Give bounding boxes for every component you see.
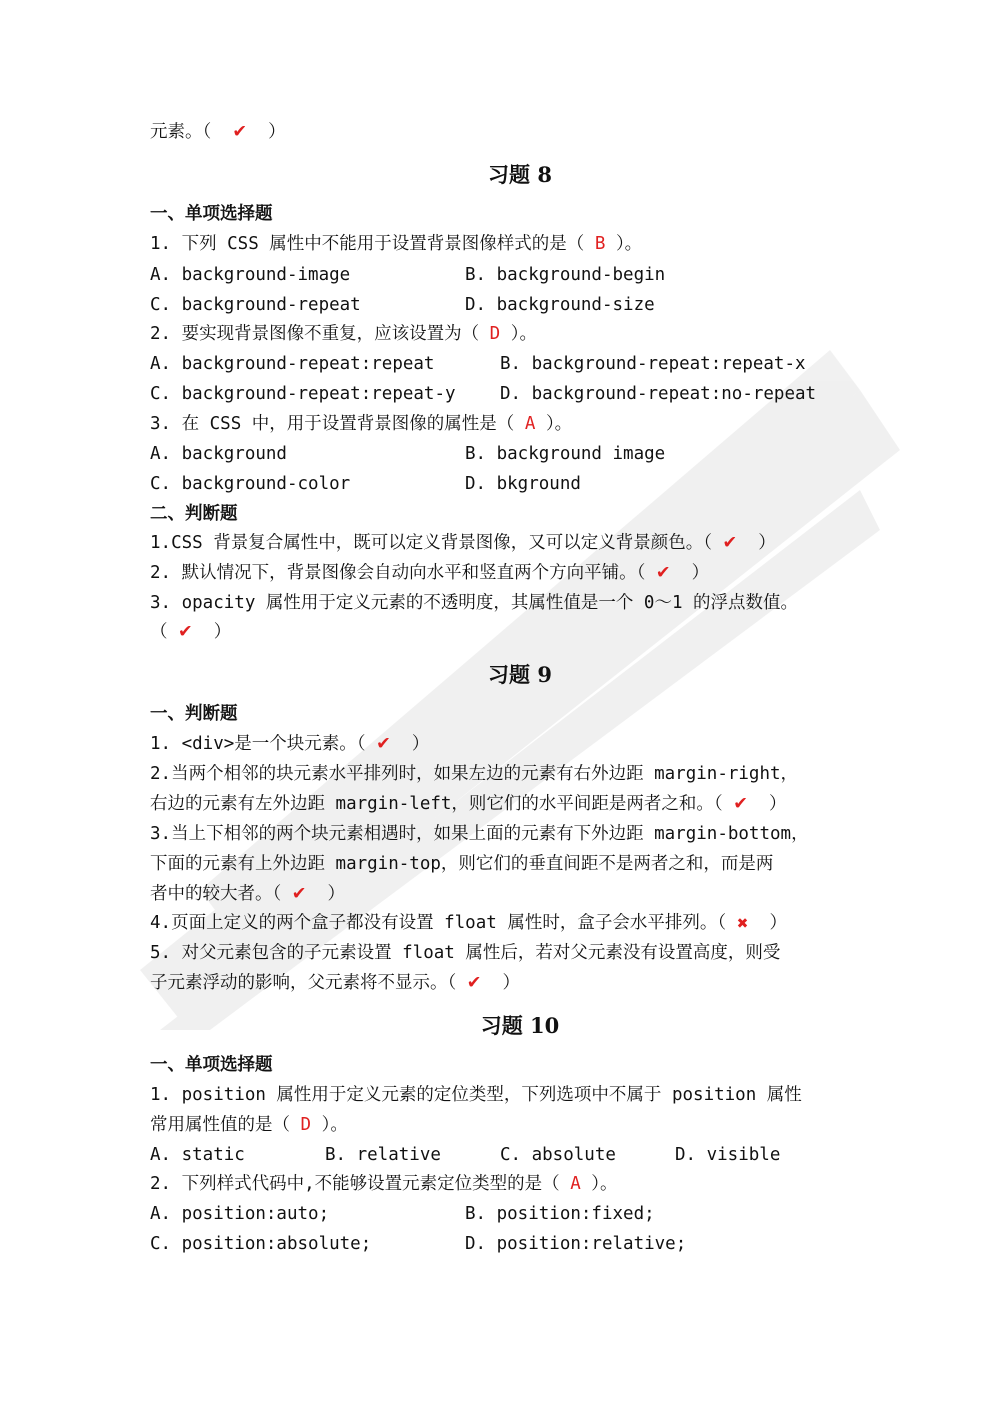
s10-q1-option-d: D. visible [675,1145,781,1165]
check-mark-icon: ✔ [722,533,738,553]
s9-j1: 1. <div>是一个块元素。（ ✔ ） [150,734,430,754]
check-mark-icon: ✔ [291,884,307,904]
s8-q1-option-c: C. background-repeat [150,295,361,315]
section-title-8: 习题 8 [488,162,552,187]
s9-j2-line2: 右边的元素有左外边距 margin-left，则它们的水平间距是两者之和。（ ✔ ） [150,794,787,814]
s10-q1-option-c: C. absolute [500,1145,616,1165]
s8-judge-heading: 二、判断题 [150,504,238,524]
s8-q3-option-b: B. background image [465,444,666,464]
section-title-9: 习题 9 [488,662,552,687]
s9-j3-line3: 者中的较大者。（ ✔ ） [150,884,346,904]
check-mark-icon: ✔ [232,122,247,142]
s10-single-choice-heading: 一、单项选择题 [150,1055,273,1075]
s9-judge-heading: 一、判断题 [150,704,238,724]
s8-q3-option-a: A. background [150,444,287,464]
s8-q2-option-a: A. background-repeat:repeat [150,354,435,374]
s10-q1-option-a: A. static [150,1145,245,1165]
s10-q1-line2: 常用属性值的是（ D ）。 [150,1115,348,1135]
s10-q2-option-b: B. position:fixed; [465,1204,655,1224]
check-mark-icon: ✔ [733,794,748,814]
s10-q2-option-d: D. position:relative; [465,1234,687,1254]
check-mark-icon: ✔ [655,563,671,583]
s8-single-choice-heading: 一、单项选择题 [150,204,273,224]
s10-q1-option-b: B. relative [325,1145,441,1165]
s9-j5-line2: 子元素浮动的影响，父元素将不显示。（ ✔ ） [150,973,521,993]
check-mark-icon: ✔ [466,973,482,993]
s9-j2-line1: 2.当两个相邻的块元素水平排列时，如果左边的元素有右外边距 margin-right， [150,764,799,784]
section-title-10: 习题 10 [480,1013,560,1038]
s8-j3: 3. opacity 属性用于定义元素的不透明度，其属性值是一个 0～1 的浮点数值。 [150,593,799,613]
s10-q2-answer: A [570,1174,581,1194]
check-mark-icon: ✔ [178,622,193,642]
s8-j2: 2. 默认情况下，背景图像会自动向水平和竖直两个方向平铺。（ ✔ ） [150,563,710,583]
s8-q3-option-c: C. background-color [150,474,351,494]
s8-q1-answer: B [594,234,606,254]
s9-j4: 4.页面上定义的两个盒子都没有设置 float 属性时，盒子会水平排列。（ ✖ ） [150,913,787,933]
s10-q1-answer: D [300,1115,312,1135]
s8-q3-option-d: D. bkground [465,474,581,494]
s8-j3-answer-line: （ ✔ ） [150,622,232,642]
s10-q2-option-c: C. position:absolute; [150,1234,372,1254]
s8-q1: 1. 下列 CSS 属性中不能用于设置背景图像样式的是（ B ）。 [150,234,643,254]
continuation-line: 元素。（ ✔ ） [150,122,286,142]
s8-j1: 1.CSS 背景复合属性中，既可以定义背景图像，又可以定义背景颜色。（ ✔ ） [150,533,776,553]
s8-q2: 2. 要实现背景图像不重复，应该设置为（ D ）。 [150,324,537,344]
s8-q1-option-d: D. background-size [465,295,655,315]
s9-j3-line1: 3.当上下相邻的两个块元素相遇时，如果上面的元素有下外边距 margin-bottom， [150,824,809,844]
cross-mark-icon: ✖ [736,916,749,932]
s9-j5-line1: 5. 对父元素包含的子元素设置 float 属性后，若对父元素没有设置高度，则受 [150,943,781,963]
s8-q2-option-b: B. background-repeat:repeat-x [500,354,806,374]
s8-q1-option-b: B. background-begin [465,265,666,285]
s8-q2-answer: D [489,324,501,344]
s10-q2-option-a: A. position:auto; [150,1204,330,1224]
s8-q3: 3. 在 CSS 中，用于设置背景图像的属性是（ A ）。 [150,414,573,434]
s10-q1-line1: 1. position 属性用于定义元素的定位类型，下列选项中不属于 position 属性 [150,1085,802,1105]
s8-q2-option-d: D. background-repeat:no-repeat [500,384,817,404]
s9-j3-line2: 下面的元素有上外边距 margin-top，则它们的垂直间距不是两者之和，而是两 [150,854,774,874]
s8-q2-option-c: C. background-repeat:repeat-y [150,384,456,404]
s10-q2: 2. 下列样式代码中,不能够设置元素定位类型的是（ A ）。 [150,1174,618,1194]
check-mark-icon: ✔ [376,734,391,754]
s8-q3-answer: A [524,414,536,434]
s8-q1-option-a: A. background-image [150,265,351,285]
